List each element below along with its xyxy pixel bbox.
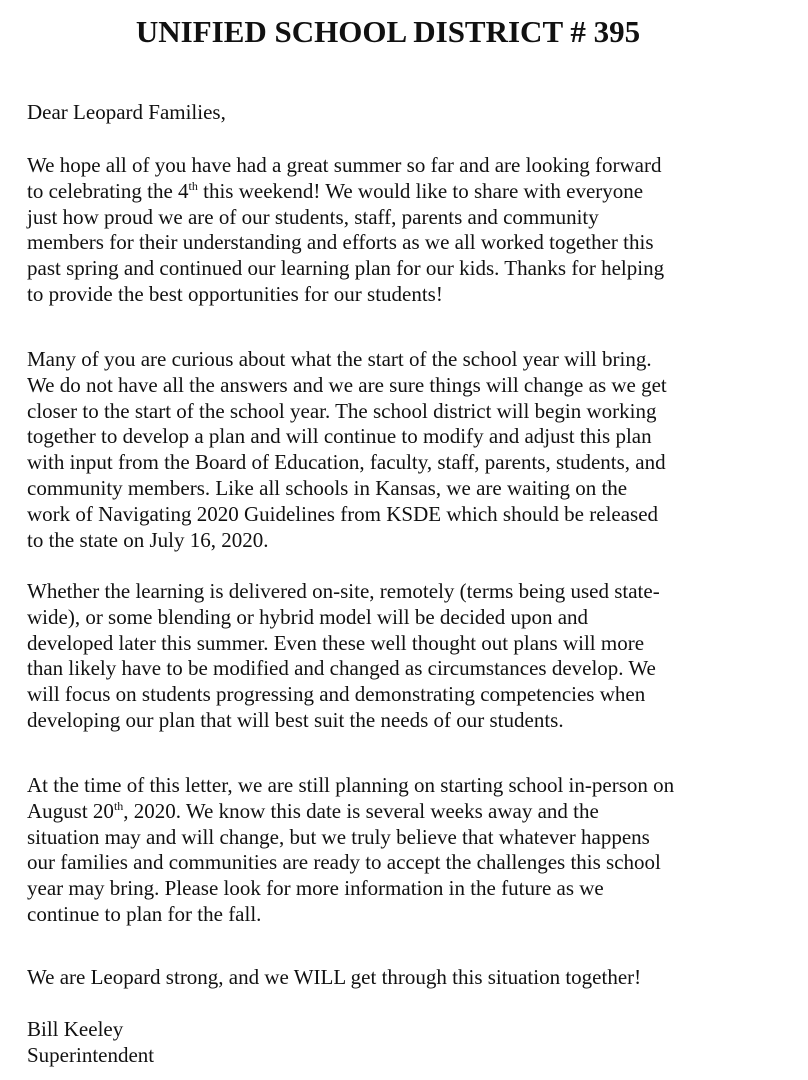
text-line <box>27 179 787 205</box>
paragraph-summer-thanks <box>27 153 787 308</box>
text-line: situation may and will change, but we truly believe that whatever happens <box>27 824 650 849</box>
ordinal-superscript: th <box>188 178 198 193</box>
salutation: Dear Leopard Families, <box>27 100 226 124</box>
signature-block <box>27 1017 787 1069</box>
text-line: our families and communities are ready to accept the challenges this school <box>27 850 661 875</box>
paragraph-start-date <box>27 773 787 928</box>
text-line: Many of you are curious about what the start of the school year will bring. <box>27 347 652 371</box>
signatory-title: Superintendent <box>27 1042 155 1067</box>
text-line: wide), or some blending or hybrid model will be decided upon and <box>27 604 589 629</box>
text-line: year may bring. Please look for more information in the future as we <box>27 876 604 901</box>
text-line: past spring and continued our learning plan for our kids. Thanks for helping <box>27 256 665 281</box>
text-line: than likely have to be modified and changed as circumstances develop. We <box>27 656 656 681</box>
text-line: At the time of this letter, we are still planning on starting school in-person on <box>27 773 675 797</box>
text-line: We hope all of you have had a great summer so far and are looking forward <box>27 153 662 177</box>
ordinal-superscript: th <box>113 798 124 813</box>
text-line: community members. Like all schools in Kansas, we are waiting on the <box>27 475 628 500</box>
text-line: work of Navigating 2020 Guidelines from KSDE which should be released <box>27 501 659 526</box>
text-line <box>27 799 787 825</box>
closing-statement: We are Leopard strong, and we WILL get through this situation together! <box>27 965 642 989</box>
text-line: We do not have all the answers and we are sure things will change as we get <box>27 372 667 397</box>
text-line: will focus on students progressing and demonstrating competencies when <box>27 682 646 707</box>
text-line: developing our plan that will best suit the needs of our students. <box>27 707 564 732</box>
text-line: to the state on July 16, 2020. <box>27 527 269 552</box>
text-segment: August 20 <box>27 798 114 823</box>
text-line: with input from the Board of Education, faculty, staff, parents, students, and <box>27 450 666 475</box>
text-line: members for their understanding and efforts as we all worked together this <box>27 230 654 255</box>
text-segment: to celebrating the 4 <box>27 178 189 203</box>
text-line: developed later this summer. Even these well thought out plans will more <box>27 630 645 655</box>
paragraph-learning-model <box>27 579 787 734</box>
text-line: to provide the best opportunities for our students! <box>27 281 443 306</box>
text-segment: , 2020. We know this date is several weeks away and the <box>123 798 599 823</box>
text-line: continue to plan for the fall. <box>27 901 262 926</box>
text-line: just how proud we are of our students, staff, parents and community <box>27 204 599 229</box>
district-title: UNIFIED SCHOOL DISTRICT # 395 <box>135 14 641 49</box>
signatory-name: Bill Keeley <box>27 1017 124 1041</box>
text-segment: this weekend! We would like to share with everyone <box>197 178 644 203</box>
text-line: together to develop a plan and will continue to modify and adjust this plan <box>27 424 652 449</box>
text-line: Whether the learning is delivered on-site, remotely (terms being used state- <box>27 579 660 603</box>
paragraph-school-year-plan <box>27 347 787 553</box>
text-line: closer to the start of the school year. The school district will begin working <box>27 398 657 423</box>
